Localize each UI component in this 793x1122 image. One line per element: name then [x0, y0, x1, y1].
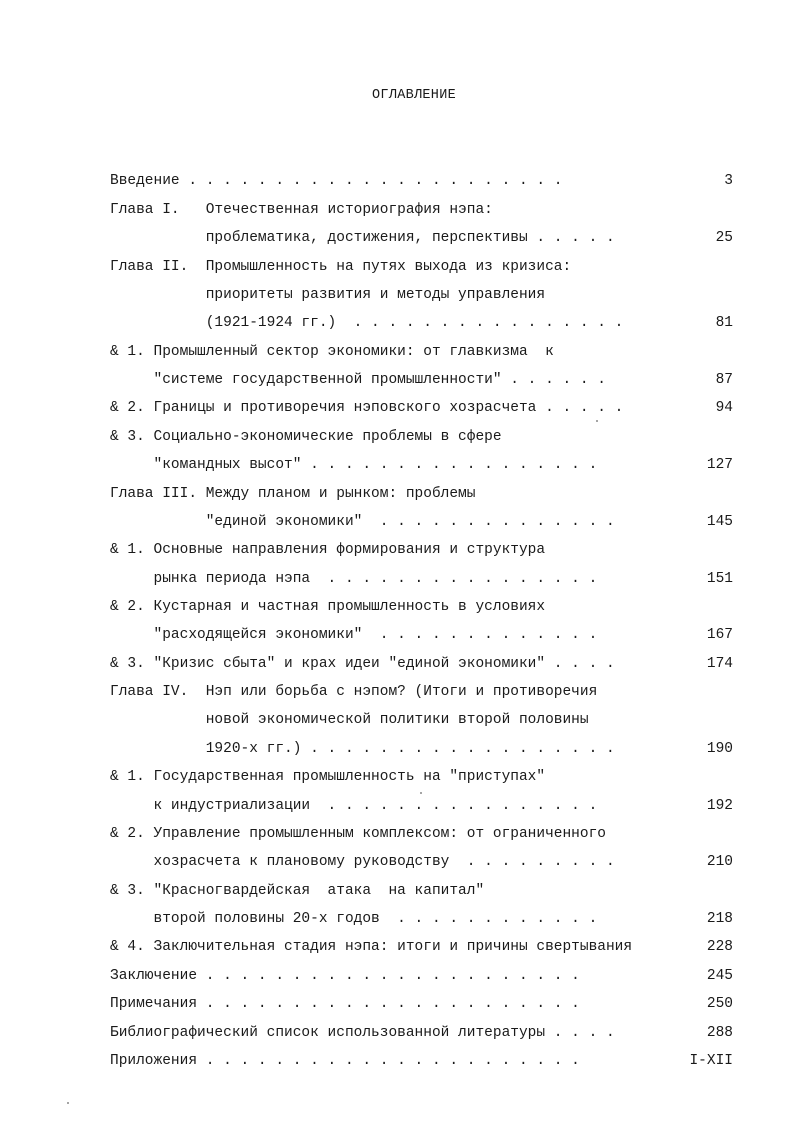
toc-entry-chapter-4-cont: новой экономической политики второй половины — [110, 712, 589, 728]
toc-entry-section-2-3-cont: "командных высот" . . . . . . . . . . . . . . . . . — [110, 457, 598, 473]
toc-entry-section-4-1: & 1. Государственная промышленность на "приступах" — [110, 769, 546, 785]
toc-entry-appendices: Приложения . . . . . . . . . . . . . . . . . . . . . . — [110, 1053, 580, 1069]
page-number: 288 — [706, 1025, 733, 1041]
toc-entry-bibliography: Библиографический список использованной литературы . . . . — [110, 1025, 615, 1041]
page-number: 245 — [706, 968, 733, 984]
page-number: I-XII — [689, 1053, 733, 1069]
toc-entry-notes: Примечания . . . . . . . . . . . . . . . . . . . . . . — [110, 996, 580, 1012]
toc-entry-chapter-4-cont: 1920-х гг.) . . . . . . . . . . . . . . . . . . — [110, 741, 615, 757]
page-number: 94 — [715, 400, 733, 416]
toc-entry-chapter-1-cont: проблематика, достижения, перспективы . . . . . — [110, 230, 615, 246]
page-number: 218 — [706, 911, 733, 927]
page-number: 25 — [715, 230, 733, 246]
page-number: 127 — [706, 457, 733, 473]
toc-entry-section-3-1-cont: рынка периода нэпа . . . . . . . . . . . . . . . . — [110, 571, 598, 587]
toc-entry-chapter-1: Глава I. Отечественная историография нэпа: — [110, 202, 493, 218]
toc-entry-section-3-3: & 3. "Кризис сбыта" и крах идеи "единой экономики" . . . . — [110, 656, 615, 672]
page-number: 192 — [706, 798, 733, 814]
toc-entry-section-4-3: & 3. "Красногвардейская атака на капитал" — [110, 883, 485, 899]
scan-speck — [67, 1102, 69, 1104]
page-number: 151 — [706, 571, 733, 587]
toc-entry-chapter-3-cont: "единой экономики" . . . . . . . . . . . . . . — [110, 514, 615, 530]
toc-entry-section-4-2-cont: хозрасчета к плановому руководству . . . . . . . . . — [110, 854, 615, 870]
toc-entry-chapter-2-cont: (1921-1924 гг.) . . . . . . . . . . . . . . . . — [110, 315, 624, 331]
toc-entry-section-4-3-cont: второй половины 20-х годов . . . . . . . . . . . . — [110, 911, 598, 927]
scan-speck — [596, 420, 598, 422]
toc-entry-section-2-3: & 3. Социально-экономические проблемы в сфере — [110, 429, 502, 445]
toc-entry-section-2-1-cont: "системе государственной промышленности" . . . . . . — [110, 372, 606, 388]
scan-speck — [420, 792, 422, 794]
toc-entry-section-2-1: & 1. Промышленный сектор экономики: от главкизма к — [110, 344, 554, 360]
page-number: 250 — [706, 996, 733, 1012]
toc-entry-section-2-2: & 2. Границы и противоречия нэповского хозрасчета . . . . . — [110, 400, 624, 416]
page-number: 3 — [724, 173, 733, 189]
toc-entry-chapter-3: Глава III. Между планом и рынком: проблемы — [110, 486, 476, 502]
toc-entry-chapter-4: Глава IV. Нэп или борьба с нэпом? (Итоги и противоречия — [110, 684, 598, 700]
toc-entry-chapter-2-cont: приоритеты развития и методы управления — [110, 287, 546, 303]
toc-entry-chapter-2: Глава II. Промышленность на путях выхода из кризиса: — [110, 259, 572, 275]
page-number: 87 — [715, 372, 733, 388]
page-number: 228 — [706, 939, 733, 955]
toc-entry-section-4-2: & 2. Управление промышленным комплексом: от ограниченного — [110, 826, 606, 842]
toc-entry-section-4-1-cont: к индустриализации . . . . . . . . . . . . . . . . — [110, 798, 598, 814]
page-number: 174 — [706, 656, 733, 672]
toc-entry-introduction: Введение . . . . . . . . . . . . . . . . . . . . . . — [110, 173, 563, 189]
toc-entry-conclusion: Заключение . . . . . . . . . . . . . . . . . . . . . . — [110, 968, 580, 984]
toc-entry-section-3-1: & 1. Основные направления формирования и структура — [110, 542, 546, 558]
page-number: 145 — [706, 514, 733, 530]
toc-entry-section-4-4: & 4. Заключительная стадия нэпа: итоги и причины свертывания — [110, 939, 633, 955]
page-title: ОГЛАВЛЕНИЕ — [371, 88, 456, 103]
page-number: 210 — [706, 854, 733, 870]
toc-entry-section-3-2-cont: "расходящейся экономики" . . . . . . . . . . . . . — [110, 627, 598, 643]
page-number: 190 — [706, 741, 733, 757]
page-number: 167 — [706, 627, 733, 643]
page-number: 81 — [715, 315, 733, 331]
toc-entry-section-3-2: & 2. Кустарная и частная промышленность в условиях — [110, 599, 546, 615]
